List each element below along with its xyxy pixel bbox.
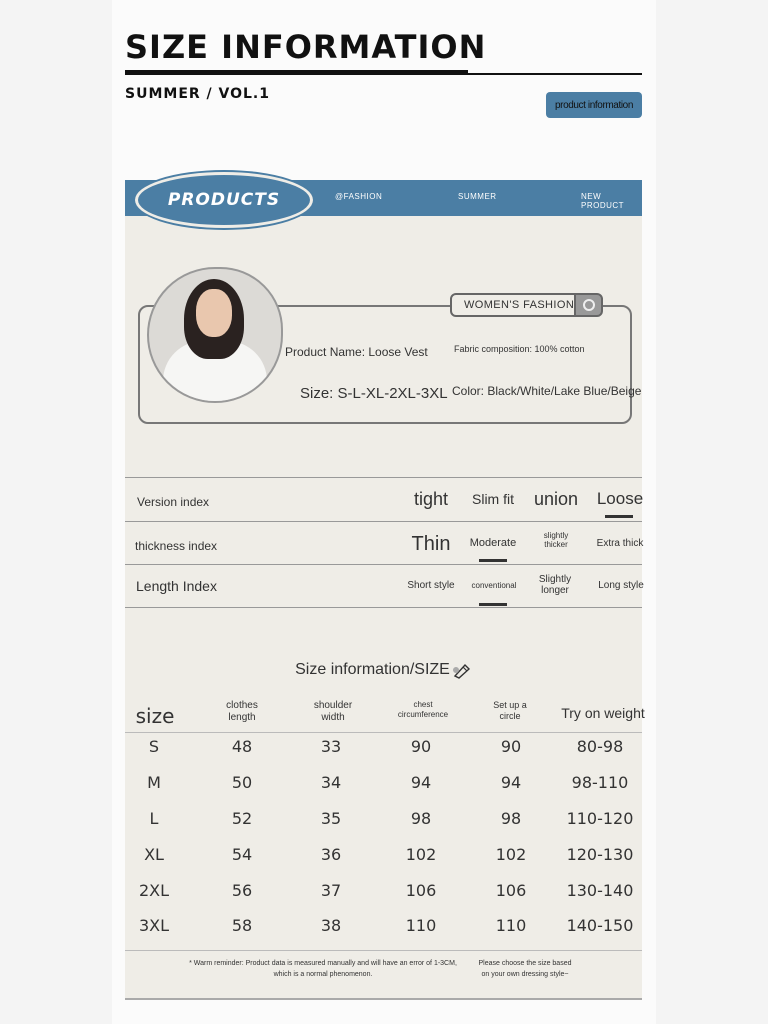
cell-circle: 90 xyxy=(500,737,522,756)
thickness-option-slightly-thicker: slightly thicker xyxy=(543,531,569,549)
pen-icon xyxy=(452,661,472,679)
page-subtitle: SUMMER / VOL.1 xyxy=(125,86,270,102)
header-chest-circumference: chest circumference xyxy=(397,700,449,719)
cell-chest: 102 xyxy=(405,845,437,864)
cell-circle: 94 xyxy=(500,773,522,792)
version-option-union: union xyxy=(533,489,579,509)
thickness-index-label: thickness index xyxy=(135,539,218,553)
title-rule-thin xyxy=(468,73,642,75)
size-table-header xyxy=(125,698,645,733)
cell-length: 48 xyxy=(231,737,253,756)
style-choice-note: Please choose the size based on your own dressing style~ xyxy=(478,960,572,978)
product-name: Product Name: Loose Vest xyxy=(285,345,428,359)
thickness-option-moderate: Moderate xyxy=(469,537,517,549)
cell-chest: 98 xyxy=(410,809,432,828)
search-button[interactable] xyxy=(574,293,603,317)
cell-shoulder: 35 xyxy=(320,809,342,828)
version-index-label: Version index xyxy=(137,495,210,509)
cell-size: 2XL xyxy=(138,881,170,900)
length-index-label: Length Index xyxy=(136,578,217,594)
header-size: size xyxy=(135,704,175,728)
cell-weight: 130-140 xyxy=(566,881,634,900)
fabric-composition: Fabric composition: 100% cotton xyxy=(454,344,585,354)
cell-length: 50 xyxy=(231,773,253,792)
cell-weight: 140-150 xyxy=(566,916,634,935)
cell-shoulder: 36 xyxy=(320,845,342,864)
cell-circle: 106 xyxy=(495,881,527,900)
version-selected-marker xyxy=(605,515,633,518)
version-index-row xyxy=(125,477,642,522)
banner-item-fashion: @FASHION xyxy=(335,192,383,201)
cell-size: S xyxy=(148,737,160,756)
cell-shoulder: 34 xyxy=(320,773,342,792)
length-option-short: Short style xyxy=(407,580,455,591)
header-try-on-weight: Try on weight xyxy=(561,705,645,721)
model-photo xyxy=(147,267,283,403)
length-option-long: Long style xyxy=(598,580,644,591)
version-option-loose: Loose xyxy=(596,489,644,508)
cell-length: 56 xyxy=(231,881,253,900)
thickness-index-row xyxy=(125,521,642,565)
products-logo-text: PRODUCTS xyxy=(167,190,281,210)
length-option-conventional: conventional xyxy=(471,581,517,590)
search-icon xyxy=(583,299,595,311)
cell-shoulder: 37 xyxy=(320,881,342,900)
cell-shoulder: 38 xyxy=(320,916,342,935)
cell-size: L xyxy=(149,809,159,828)
title-rule-thick xyxy=(125,70,468,75)
header-set-up-circle: Set up a circle xyxy=(493,700,527,721)
length-selected-marker xyxy=(479,603,507,606)
length-option-slightly-longer: Slightly longer xyxy=(538,574,572,596)
cell-length: 52 xyxy=(231,809,253,828)
cell-circle: 110 xyxy=(495,916,527,935)
cell-size: 3XL xyxy=(138,916,170,935)
cell-chest: 90 xyxy=(410,737,432,756)
color-options: Color: Black/White/Lake Blue/Beige xyxy=(452,384,642,398)
size-table-title-text: Size information/SIZE xyxy=(295,661,450,679)
product-information-button[interactable]: product information xyxy=(546,92,642,118)
model-face xyxy=(196,289,232,337)
cell-length: 54 xyxy=(231,845,253,864)
cell-chest: 110 xyxy=(405,916,437,935)
cell-weight: 80-98 xyxy=(576,737,624,756)
size-table-title xyxy=(125,661,642,679)
cell-chest: 106 xyxy=(405,881,437,900)
warm-reminder-note: * Warm reminder: Product data is measured manually and will have an error of 1-3CM, which is a normal phenomenon. xyxy=(189,960,457,978)
products-logo xyxy=(135,172,313,228)
cell-circle: 98 xyxy=(500,809,522,828)
thickness-selected-marker xyxy=(479,559,507,562)
cell-size: M xyxy=(147,773,161,792)
header-clothes-length: clothes length xyxy=(226,700,258,723)
page-title: SIZE INFORMATION xyxy=(125,28,487,66)
cell-chest: 94 xyxy=(410,773,432,792)
product-card xyxy=(125,180,645,1000)
cell-length: 58 xyxy=(231,916,253,935)
banner-item-new-product: NEW PRODUCT xyxy=(581,192,625,210)
thickness-option-thin: Thin xyxy=(411,533,451,555)
length-index-row xyxy=(125,565,642,608)
version-option-tight: tight xyxy=(413,489,449,509)
size-info-page xyxy=(112,0,656,1024)
products-banner xyxy=(125,180,642,216)
cell-weight: 120-130 xyxy=(566,845,634,864)
cell-weight: 110-120 xyxy=(566,809,634,828)
table-divider xyxy=(125,950,642,951)
header-shoulder-width: shoulder width xyxy=(313,700,353,723)
cell-size: XL xyxy=(144,845,164,864)
category-tag: WOMEN'S FASHION xyxy=(450,293,590,317)
cell-weight: 98-110 xyxy=(571,773,629,792)
cell-shoulder: 33 xyxy=(320,737,342,756)
cell-circle: 102 xyxy=(495,845,527,864)
banner-item-summer: SUMMER xyxy=(458,192,497,201)
thickness-option-extra-thick: Extra thick xyxy=(596,538,644,549)
size-range: Size: S-L-XL-2XL-3XL xyxy=(300,385,448,402)
version-option-slim-fit: Slim fit xyxy=(472,491,514,507)
